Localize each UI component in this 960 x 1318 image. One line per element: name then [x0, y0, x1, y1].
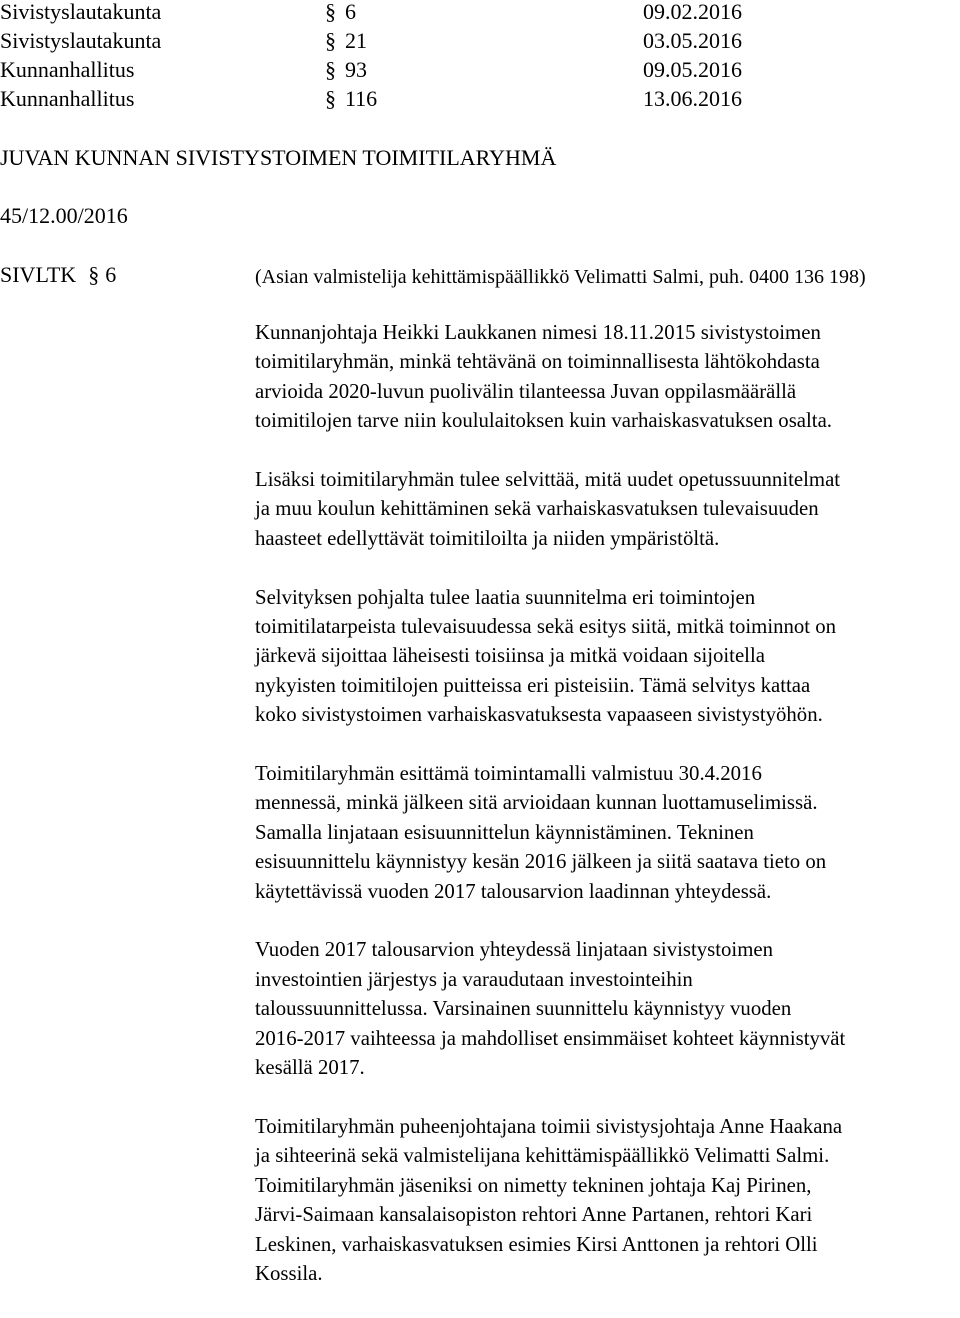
paragraph	[255, 318, 960, 436]
text-line: kesällä 2017.	[255, 1056, 365, 1080]
preparer-note: (Asian valmistelija kehittämispäällikkö Velimatti Salmi, puh. 0400 136 198)	[255, 266, 866, 288]
case-body	[255, 318, 960, 1318]
history-org: Kunnanhallitus	[0, 86, 135, 111]
history-date: 09.02.2016	[643, 0, 742, 24]
history-date: 03.05.2016	[643, 28, 742, 53]
text-line: Kossila.	[255, 1261, 323, 1285]
text-line: Leskinen, varhaiskasvatuksen esimies Kirsi Anttonen ja rehtori Olli	[255, 1232, 818, 1256]
paragraph	[255, 1112, 960, 1288]
text-line: 2016-2017 vaihteessa ja mahdolliset ensimmäiset kohteet käynnistyvät	[255, 1026, 846, 1050]
text-line: mennessä, minkä jälkeen sitä arvioidaan kunnan luottamuselimissä.	[255, 791, 818, 815]
case-label: SIVLTK	[0, 262, 77, 287]
history-number: 6	[345, 0, 356, 24]
section-sign: §	[325, 86, 336, 111]
history-org: Sivistyslautakunta	[0, 0, 162, 24]
history-row	[0, 84, 960, 114]
text-line: Samalla linjataan esisuunnittelun käynnistäminen. Tekninen	[255, 820, 754, 844]
history-org: Sivistyslautakunta	[0, 28, 162, 53]
case-reference	[0, 260, 116, 290]
text-line: Järvi-Saimaan kansalaisopiston rehtori Anne Partanen, rehtori Kari	[255, 1203, 813, 1227]
history-number: 93	[345, 57, 367, 82]
section-sign: §	[88, 262, 100, 287]
text-line: toimitilojen tarve niin koululaitoksen kuin varhaiskasvatuksen osalta.	[255, 409, 833, 433]
text-line: Kunnanjohtaja Heikki Laukkanen nimesi 18.11.2015 sivistystoimen	[255, 321, 821, 344]
history-number: 116	[345, 86, 378, 111]
history-date: 13.06.2016	[643, 86, 742, 111]
text-line: arvioida 2020-luvun puolivälin tilanteessa Juvan oppilasmäärällä	[255, 379, 797, 403]
paragraph	[255, 465, 960, 553]
paragraph	[255, 759, 960, 906]
history-row	[0, 0, 960, 27]
text-line: toimitilaryhmän, minkä tehtävänä on toiminnallisesta lähtökohdasta	[255, 350, 820, 374]
paragraph	[255, 583, 960, 730]
text-line: nykyisten toimitilojen puitteissa eri pisteisiin. Tämä selvitys kattaa	[255, 673, 811, 697]
text-line: esisuunnittelu käynnistyy kesän 2016 jälkeen ja siitä saatava tieto on	[255, 850, 827, 874]
history-row	[0, 55, 960, 85]
text-line: koko sivistystoimen varhaiskasvatuksesta vapaaseen sivistystyöhön.	[255, 703, 823, 727]
history-row	[0, 26, 960, 56]
text-line: Toimitilaryhmän esittämä toimintamalli valmistuu 30.4.2016	[255, 762, 762, 786]
text-line: haasteet edellyttävät toimitiloilta ja niiden ympäristöltä.	[255, 526, 720, 550]
section-sign: §	[325, 0, 336, 24]
text-line: ja sihteerinä sekä valmistelijana kehittämispäällikkö Velimatti Salmi.	[255, 1144, 830, 1168]
text-line: Lisäksi toimitilaryhmän tulee selvittää, mitä uudet opetussuunnitelmat	[255, 468, 841, 492]
section-sign: §	[325, 57, 336, 82]
history-date: 09.05.2016	[643, 57, 742, 82]
text-line: ja muu koulun kehittäminen sekä varhaiskasvatuksen tulevaisuuden	[255, 497, 819, 521]
paragraph	[255, 935, 960, 1082]
history-number: 21	[345, 28, 367, 53]
document-number: 45/12.00/2016	[0, 203, 128, 228]
section-sign: §	[325, 28, 336, 53]
case-number: 6	[105, 262, 117, 287]
text-line: Selvityksen pohjalta tulee laatia suunnitelma eri toimintojen	[255, 585, 756, 609]
text-line: Toimitilaryhmän puheenjohtajana toimii sivistysjohtaja Anne Haakana	[255, 1114, 843, 1138]
history-org: Kunnanhallitus	[0, 57, 135, 82]
text-line: investointien järjestys ja varaudutaan investointeihin	[255, 967, 693, 991]
text-line: Vuoden 2017 talousarvion yhteydessä linjataan sivistystoimen	[255, 938, 774, 962]
text-line: toimitilatarpeista tulevaisuudessa sekä esitys siitä, mitkä toiminnot on	[255, 615, 837, 639]
text-line: Toimitilaryhmän jäseniksi on nimetty tekninen johtaja Kaj Pirinen,	[255, 1173, 812, 1197]
document-heading: JUVAN KUNNAN SIVISTYSTOIMEN TOIMITILARYHMÄ	[0, 145, 557, 170]
text-line: käytettävissä vuoden 2017 talousarvion laadinnan yhteydessä.	[255, 879, 772, 903]
text-line: järkevä sijoittaa läheisesti toisiinsa ja mitkä voidaan sijoitella	[255, 644, 765, 668]
text-line: taloussuunnittelussa. Varsinainen suunnittelu käynnistyy vuoden	[255, 997, 792, 1021]
